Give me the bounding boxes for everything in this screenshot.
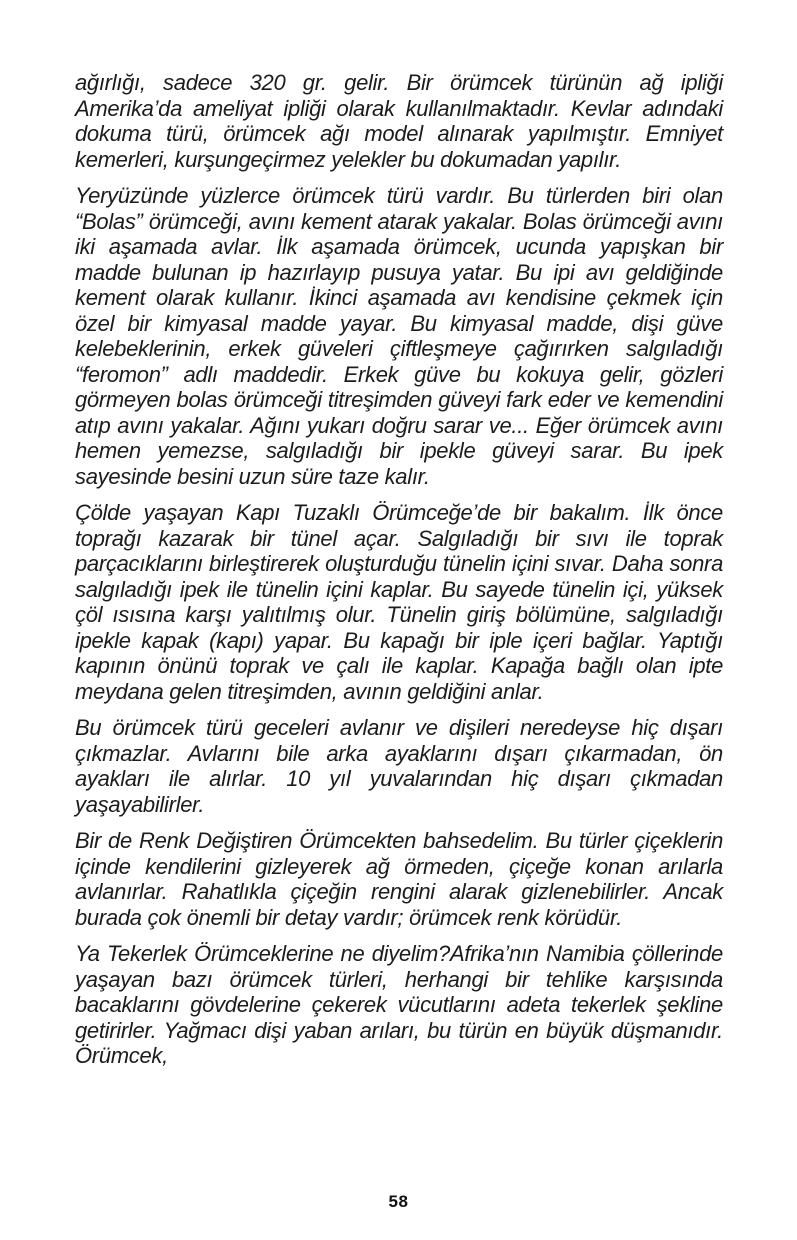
page-number: 58 — [388, 1192, 409, 1211]
body-text — [75, 70, 723, 1069]
paragraph-bolas-spider: Yeryüzünde yüzlerce örümcek türü vardır. Bu türlerden biri olan “Bolas” örümceği, avını kement atarak yakalar. Bolas örümceği avını iki aşamada avlar. İlk aşamada örümcek, ucunda yapışkan bir madde bulunan ip hazırlayıp pusuya yatar. Bu ipi avı geldiğinde kement olarak kullanır. İkinci aşamada avı kendisine çekmek için özel bir kimyasal madde yayar. Bu kimyasal madde, dişi güve kelebeklerinin, erkek güveleri çiftleşmeye çağırırken salgıladığı “feromon” adlı maddedir. Erkek güve bu kokuya gelir, gözleri görmeyen bolas örümceği titreşimden güveyi fark eder ve kemendini atıp avını yakalar. Ağını yukarı doğru sarar ve... Eğer örümcek avını hemen yemezse, salgıladığı bir ipekle güveyi sarar. Bu ipek sayesinde besini uzun süre taze kalır. — [75, 183, 723, 489]
paragraph-kevlar: ağırlığı, sadece 320 gr. gelir. Bir örümcek türünün ağ ipliği Amerika’da ameliyat ipliği olarak kullanılmaktadır. Kevlar adındaki dokuma türü, örümcek ağı model alınarak yapılmıştır. Emniyet kemerleri, kurşungeçirmez yelekler bu dokumadan yapılır. — [75, 70, 723, 172]
paragraph-nocturnal-habits: Bu örümcek türü geceleri avlanır ve dişileri neredeyse hiç dışarı çıkmazlar. Avlarını bile arka ayaklarını dışarı çıkarmadan, ön ayakları ile alırlar. 10 yıl yuvalarından hiç dışarı çıkmadan yaşayabilirler. — [75, 715, 723, 817]
paragraph-color-changing-spider: Bir de Renk Değiştiren Örümcekten bahsedelim. Bu türler çiçeklerin içinde kendilerini gizleyerek ağ örmeden, çiçeğe konan arılarla avlanırlar. Rahatlıkla çiçeğin rengini alarak gizlenebilirler. Ancak burada çok önemli bir detay vardır; örümcek renk körüdür. — [75, 828, 723, 930]
paragraph-trapdoor-spider: Çölde yaşayan Kapı Tuzaklı Örümceğe’de bir bakalım. İlk önce toprağı kazarak bir tünel açar. Salgıladığı bir sıvı ile toprak parçacıklarını birleştirerek oluşturduğu tünelin içini sıvar. Daha sonra salgıladığı ipek ile tünelin içini kaplar. Bu sayede tünelin içi, yüksek çöl ısısına karşı yalıtılmış olur. Tünelin giriş bölümüne, salgıladığı ipekle kapak (kapı) yapar. Bu kapağı bir iple içeri bağlar. Yaptığı kapının önünü toprak ve çalı ile kaplar. Kapağa bağlı olan ipte meydana gelen titreşimden, avının geldiğini anlar. — [75, 500, 723, 704]
paragraph-wheel-spider: Ya Tekerlek Örümceklerine ne diyelim?Afrika’nın Namibia çöllerinde yaşayan bazı örümcek türleri, herhangi bir tehlike karşısında bacaklarını gövdelerine çekerek vücutlarını adeta tekerlek şekline getirirler. Yağmacı dişi yaban arıları, bu türün en büyük düşmanıdır. Örümcek, — [75, 941, 723, 1068]
